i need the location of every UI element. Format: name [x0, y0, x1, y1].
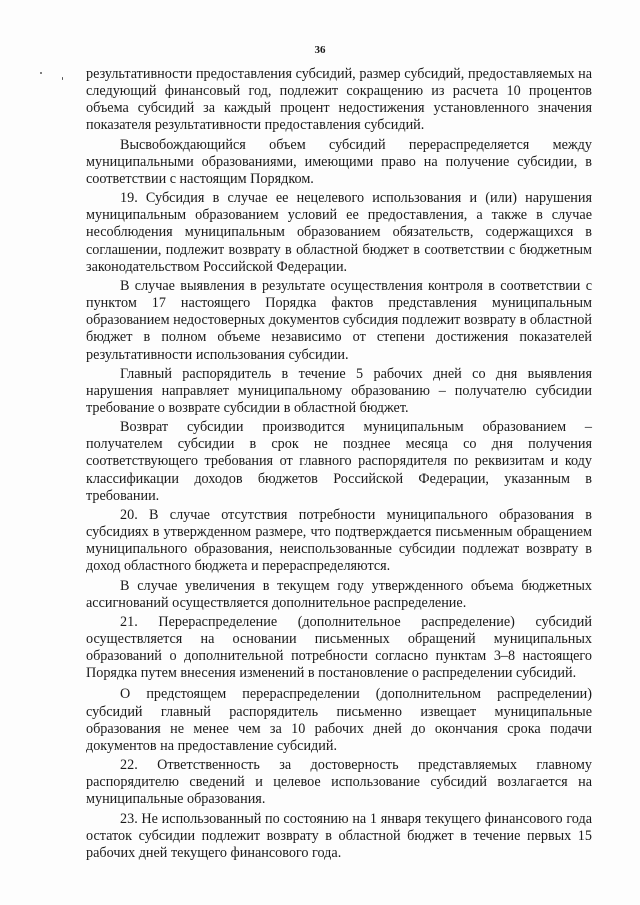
- paragraph: В случае увеличения в текущем году утвержденного объема бюджетных ассигнований осуществляется дополнительное распределение.: [86, 577, 592, 611]
- paragraph: О предстоящем перераспределении (дополнительном распределении) субсидий главный распорядитель письменно извещает муниципальные образования не менее чем за 10 рабочих дней до окончания срока подачи документов на предоставление субсидий.: [86, 686, 592, 754]
- paragraph: Высвобождающийся объем субсидий перераспределяется между муниципальными образованиями, имеющими право на получение субсидии, в соответствии с настоящим Порядком.: [86, 136, 592, 187]
- scan-speck: [40, 72, 42, 74]
- paragraph: В случае выявления в результате осуществления контроля в соответствии с пунктом 17 настоящего Порядка фактов представления муниципальным образованием недостоверных документов субсидия подлежит возврату в областной бюджет в полном объеме независимо от степени достижения показателей результативности использования субсидии.: [86, 277, 592, 363]
- paragraph-continuation: результативности предоставления субсидий, размер субсидий, предоставляемых на следующий финансовый год, подлежит сокращению из расчета 10 процентов объема субсидий за каждый процент недостижения установленного значения показателя результативности предоставления субсидий.: [86, 66, 592, 134]
- scan-speck: [62, 77, 63, 80]
- page-number: 36: [314, 44, 326, 56]
- document-body: [86, 66, 592, 862]
- paragraph: Главный распорядитель в течение 5 рабочих дней со дня выявления нарушения направляет муниципальному образованию – получателю субсидии требование о возврате субсидии в областной бюджет.: [86, 365, 592, 416]
- paragraph-clause-22: 22. Ответственность за достоверность представляемых главному распорядителю сведений и целевое использование субсидий возлагается на муниципальные образования.: [86, 757, 592, 808]
- paragraph: Возврат субсидии производится муниципальным образованием – получателем субсидии в срок не позднее месяца со дня получения соответствующего требования от главного распорядителя по реквизитам и коду классификации доходов бюджетов Российской Федерации, указанным в требовании.: [86, 419, 592, 504]
- paragraph-clause-19: 19. Субсидия в случае ее нецелевого использования и (или) нарушения муниципальным образованием условий ее предоставления, а также в случае несоблюдения муниципальным образованием обязательств, содержащихся в соглашении, подлежит возврату в областной бюджет в соответствии с бюджетным законодательством Российской Федерации.: [86, 190, 592, 275]
- paragraph-clause-20: 20. В случае отсутствия потребности муниципального образования в субсидиях в утвержденном размере, что подтверждается письменным обращением муниципального образования, неиспользованные субсидии подлежат возврату в доход областного бюджета и перераспределяются.: [86, 506, 592, 575]
- paragraph-clause-21: 21. Перераспределение (дополнительное распределение) субсидий осуществляется на основании письменных обращений муниципальных образований о дополнительной потребности согласно пунктам 3–8 настоящего Порядка путем внесения изменений в постановление о распределении субсидий.: [86, 613, 592, 682]
- paragraph-clause-23: 23. Не использованный по состоянию на 1 января текущего финансового года остаток субсидии подлежит возврату в областной бюджет в течение первых 15 рабочих дней текущего финансового года.: [86, 810, 592, 861]
